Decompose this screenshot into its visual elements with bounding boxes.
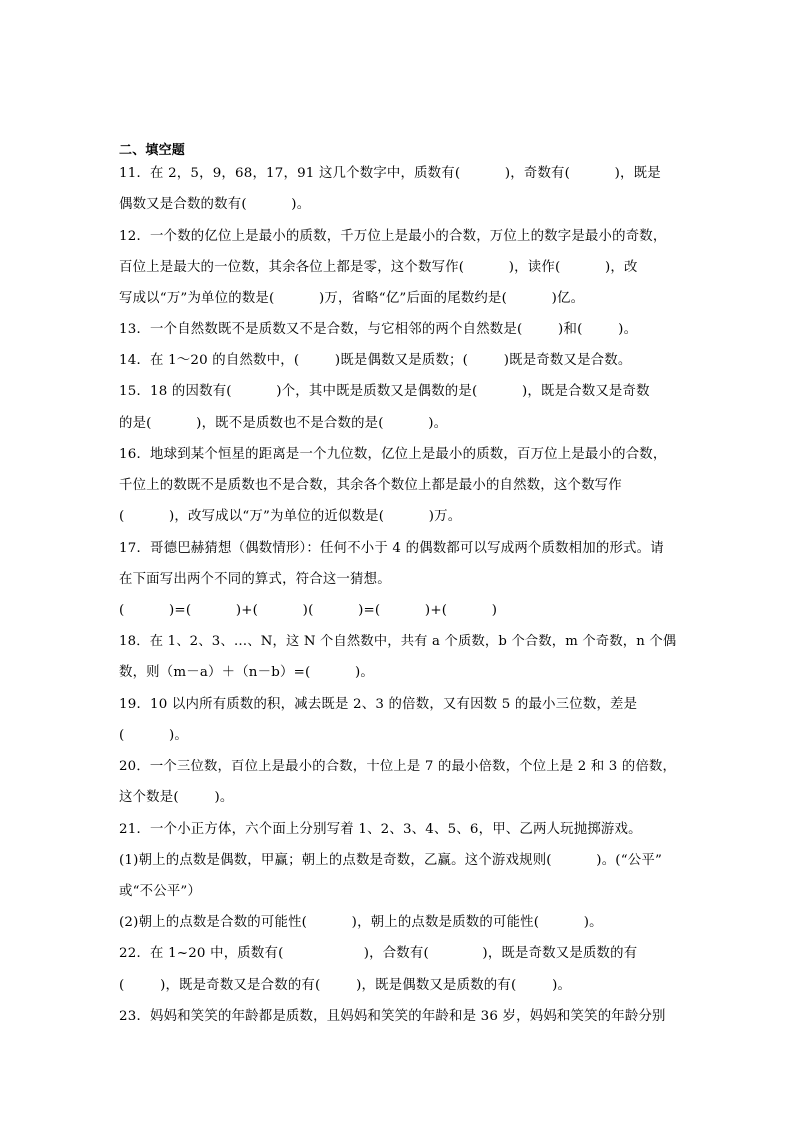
text-line: (1)朝上的点数是偶数，甲赢；朝上的点数是奇数，乙赢。这个游戏规则( )。(“公平” [119, 853, 662, 868]
text-line: 20．一个三位数，百位上是最小的合数，十位上是 7 的最小倍数，个位上是 2 和 3 的倍数， [119, 759, 677, 774]
text-line: 18．在 1、2、3、…、N，这 N 个自然数中，共有 a 个质数，b 个合数，m 个奇数，n 个偶 [119, 634, 677, 649]
text-line: 22．在 1~20 中，质数有( )，合数有( )，既是奇数又是质数的有 [119, 946, 638, 961]
text-line: 12．一个数的亿位上是最小的质数，千万位上是最小的合数，万位上的数字是最小的奇数， [119, 229, 667, 244]
text-line: 或“不公平”） [119, 884, 202, 899]
text-line: 写成以“万”为单位的数是( )万，省略“亿”后面的尾数约是( )亿。 [119, 291, 585, 306]
text-line: 23．妈妈和笑笑的年龄都是质数，且妈妈和笑笑的年龄和是 36 岁，妈妈和笑笑的年龄分别 [119, 1009, 666, 1024]
text-line: 数，则（m－a）＋（n－b）=( )。 [119, 665, 375, 680]
text-line: 17．哥德巴赫猜想（偶数情形）：任何不小于 4 的偶数都可以写成两个质数相加的形式。请 [119, 541, 664, 556]
text-line: 19．10 以内所有质数的积，减去既是 2、3 的倍数，又有因数 5 的最小三位数，差是 [119, 697, 638, 712]
text-line: 15．18 的因数有( )个，其中既是质数又是偶数的是( )，既是合数又是奇数 [119, 384, 650, 399]
text-line: 13．一个自然数既不是质数又不是合数，与它相邻的两个自然数是( )和( )。 [119, 322, 638, 337]
text-line: ( )，改写成以“万”为单位的近似数是( )万。 [119, 509, 462, 524]
text-line: (2)朝上的点数是合数的可能性( )，朝上的点数是质数的可能性( )。 [119, 915, 603, 930]
text-line: 14．在 1～20 的自然数中，( )既是偶数又是质数；( )既是奇数又是合数。 [119, 353, 632, 368]
text-line: 这个数是( )。 [119, 790, 234, 805]
text-line: 21．一个小正方体，六个面上分别写着 1、2、3、4、5、6，甲、乙两人玩抛掷游戏。 [119, 822, 642, 837]
text-line: 的是( )，既不是质数也不是合数的是( )。 [119, 416, 448, 431]
text-line: ( )=( )+( )( )=( )+( ) [119, 603, 498, 618]
text-line: 千位上的数既不是质数也不是合数，其余各个数位上都是最小的自然数，这个数写作 [119, 478, 622, 493]
text-line: 百位上是最大的一位数，其余各位上都是零，这个数写作( )，读作( )，改 [119, 260, 638, 275]
section-heading: 二、填空题 [119, 143, 186, 158]
text-line: 16．地球到某个恒星的距离是一个九位数，亿位上是最小的质数，百万位上是最小的合数， [119, 447, 667, 462]
text-line: ( )，既是奇数又是合数的有( )，既是偶数又是质数的有( )。 [119, 978, 572, 993]
text-line: 在下面写出两个不同的算式，符合这一猜想。 [119, 572, 391, 587]
text-line: 偶数又是合数的数有( )。 [119, 197, 311, 212]
text-line: 11．在 2，5，9，68，17，91 这几个数字中，质数有( )，奇数有( )，既是 [119, 166, 661, 181]
text-line: ( )。 [119, 728, 189, 743]
